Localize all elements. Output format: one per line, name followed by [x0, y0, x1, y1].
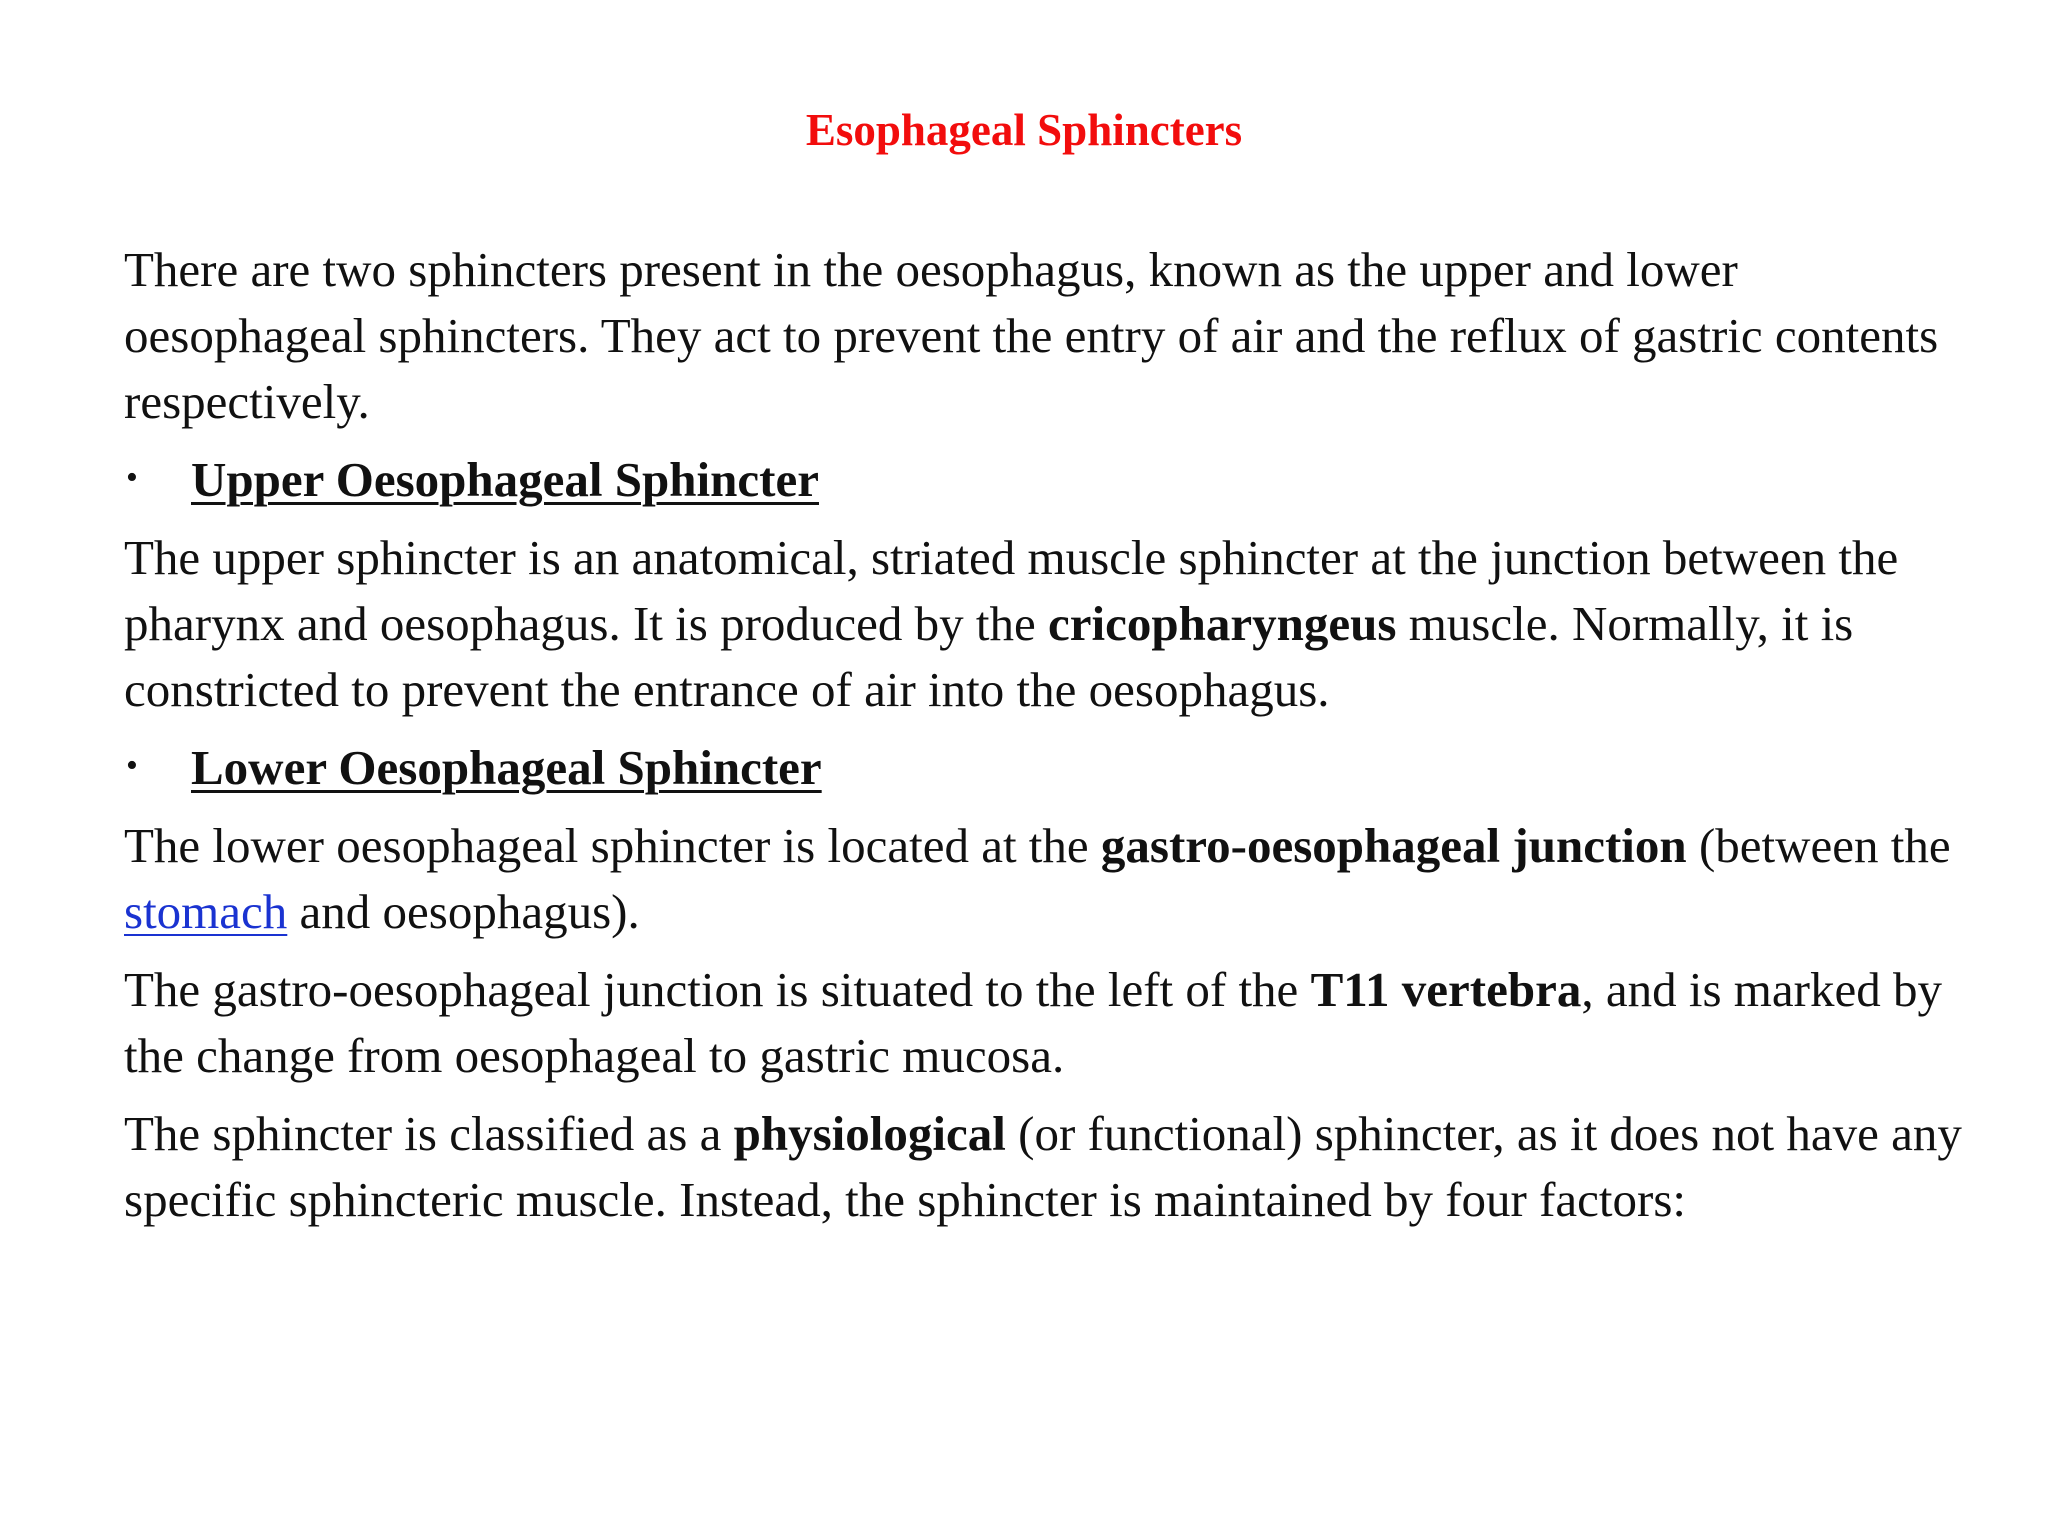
t11-vertebra-term: T11 vertebra [1310, 962, 1582, 1017]
lower-sphincter-paragraph-1 [124, 813, 1984, 945]
physiological-term: physiological [733, 1106, 1006, 1161]
upper-text-1: The upper sphincter is an anatomical, striated muscle sphincter at the junction between the pharynx and oesophagus. It is produced by the [124, 530, 1899, 651]
lower-p1-text-1: The lower oesophageal sphincter is located at the [124, 818, 1101, 873]
upper-sphincter-paragraph [124, 525, 1984, 723]
gastro-oesophageal-junction-term: gastro-oesophageal junction [1100, 818, 1687, 873]
bullet-icon: • [126, 459, 138, 496]
bullet-icon: • [126, 747, 138, 784]
lower-p3-text-2: (or functional) sphincter, as it does not have any specific sphincteric muscle. Instead, the sphincter is maintained by four factors: [124, 1106, 1962, 1227]
cricopharyngeus-term: cricopharyngeus [1048, 596, 1397, 651]
lower-sphincter-paragraph-2 [124, 957, 1984, 1089]
slide-title: Esophageal Sphincters [805, 105, 1243, 155]
slide-body [124, 237, 1984, 1245]
lower-sphincter-paragraph-3 [124, 1101, 1984, 1233]
bullet-upper-sphincter [124, 447, 1984, 513]
lower-p2-text-2: , and is marked by the change from oesophageal to gastric mucosa. [124, 962, 1942, 1083]
lower-p2-text-1: The gastro-oesophageal junction is situated to the left of the [124, 962, 1311, 1017]
bullet-lower-sphincter [124, 735, 1984, 801]
lower-p1-text-3: and oesophagus). [287, 884, 640, 939]
upper-text-2: muscle. Normally, it is constricted to prevent the entrance of air into the oesophagus. [124, 596, 1854, 717]
lower-p1-text-2: (between the [1686, 818, 1951, 873]
upper-sphincter-heading: Upper Oesophageal Sphincter [191, 452, 819, 507]
lower-p3-text-1: The sphincter is classified as a [124, 1106, 734, 1161]
lower-sphincter-heading: Lower Oesophageal Sphincter [191, 740, 822, 795]
stomach-link[interactable]: stomach [124, 884, 288, 939]
intro-paragraph: There are two sphincters present in the oesophagus, known as the upper and lower oesophageal sphincters. They act to prevent the entry of air and the reflux of gastric contents respectively. [124, 242, 1939, 429]
